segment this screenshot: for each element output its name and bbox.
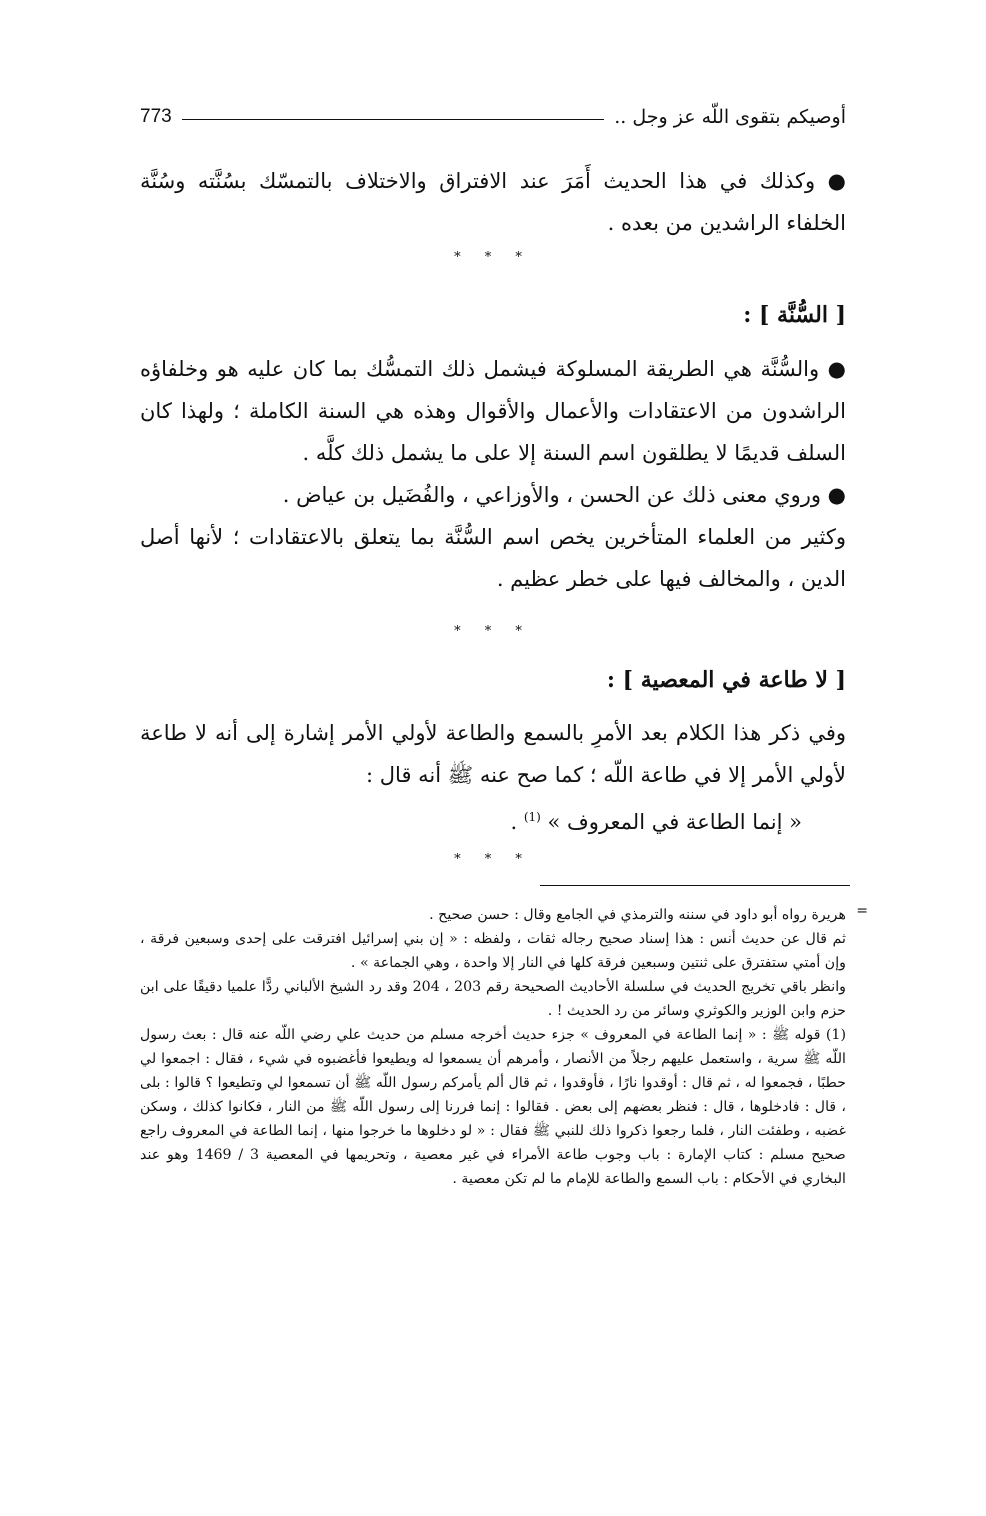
- paragraph: ● والسُّنَّة هي الطريقة المسلوكة فيشمل ذلك التمسُّك بما كان عليه هو وخلفاؤه الراشدون من الاعتقادات والأعمال والأقوال وهذه هي السنة الكاملة ؛ ولهذا كان السلف قديمًا لا يطلقون اسم السنة إلا على ما يشمل ذلك كلَّه .: [140, 357, 846, 465]
- separator-1: * * *: [454, 250, 532, 265]
- running-header: [140, 100, 846, 134]
- section-2-text: [140, 348, 846, 600]
- footnote-line: ثم قال عن حديث أنس : هذا إسناد صحيح رجاله ثقات ، ولفظه : « إن بني إسرائيل افترقت على إحدى وسبعين فرقة ، وإن أمتي ستفترق على ثنتين وسبعين فرقة كلها في النار إلا واحدة ، وهي الجماعة » .: [140, 931, 846, 971]
- paragraph: وفي ذكر هذا الكلام بعد الأمرِ بالسمع والطاعة لأولي الأمر إشارة إلى أنه لا طاعة لأولي الأمر إلا في طاعة اللّه ؛ كما صح عنه ﷺ أنه قال :: [140, 721, 846, 787]
- quote-end: .: [510, 810, 518, 834]
- section-heading-sunnah: [ السُّنَّة ] :: [743, 302, 846, 328]
- header-rule: [182, 119, 605, 120]
- continuation-mark: =: [856, 903, 868, 919]
- paragraph: ● وروي معنى ذلك عن الحسن ، والأوزاعي ، والفُضَيل بن عياض .: [282, 483, 846, 507]
- separator-3: * * *: [454, 852, 532, 867]
- footnote-ref: (1): [523, 810, 541, 824]
- section-3-text: [140, 712, 846, 843]
- quote-text: « إنما الطاعة في المعروف »: [547, 810, 802, 834]
- page-number: 773: [140, 106, 172, 127]
- paragraph: وكثير من العلماء المتأخرين يخص اسم السُّنَّة بما يتعلق بالاعتقادات ؛ لأنها أصل الدين ، والمخالف فيها على خطر عظيم .: [140, 525, 846, 591]
- footnote-line: (1) قوله ﷺ : « إنما الطاعة في المعروف » جزء حديث أخرجه مسلم من حديث علي رضي اللّه عنه قال : بعث رسول اللّه ﷺ سرية ، واستعمل عليهم رجلاً من الأنصار ، وأمرهم أن يسمعوا له ويطيعوا فأغضبوه في شيء ، فقال : اجمعوا لي حطبًا ، فجمعوا له ، ثم قال : أوقدوا نارًا ، فأوقدوا ، ثم قال ألم يأمركم رسول اللّه ﷺ أن تسمعوا لي وتطيعوا ؟ قالوا : بلى ، قال : فادخلوها ، قال : فنظر بعضهم إلى بعض . فقالوا : إنما فررنا إلى رسول اللّه ﷺ من النار ، فكانوا كذلك ، وسكن غضبه ، وطفئت النار ، فلما رجعوا ذكروا ذلك للنبي ﷺ فقال : « لو دخلوها ما خرجوا منها ، إنما الطاعة في المعروف راجع صحيح مسلم : كتاب الإمارة : باب وجوب طاعة الأمراء في غير معصية ، وتحريمها في المعصية 3 / 1469 وهو عند البخاري في الأحكام : باب السمع والطاعة للإمام ما لم تكن معصية .: [140, 1027, 846, 1187]
- header-title: أوصيكم بتقوى اللّه عز وجل ..: [614, 106, 846, 128]
- section-heading-obedience: [ لا طاعة في المعصية ] :: [606, 667, 846, 693]
- section-1-text: [140, 160, 846, 244]
- footnote-rule: [540, 885, 850, 886]
- footnote-line: هريرة رواه أبو داود في سننه والترمذي في الجامع وقال : حسن صحيح .: [429, 907, 846, 923]
- footnote-line: وانظر باقي تخريج الحديث في سلسلة الأحاديث الصحيحة رقم 203 ، 204 وقد رد الشيخ الألباني ردًّا علميا دقيقًا على ابن حزم وابن الوزير والكوثري وسائر من رد الحديث ! .: [140, 979, 847, 1019]
- paragraph: ● وكذلك في هذا الحديث أَمَرَ عند الافتراق والاختلاف بالتمسّك بسُنَّته وسُنَّة الخلفاء الراشدين من بعده .: [140, 169, 846, 235]
- separator-2: * * *: [454, 624, 532, 639]
- hadith-quote: [140, 796, 846, 843]
- footnotes: [140, 903, 868, 1191]
